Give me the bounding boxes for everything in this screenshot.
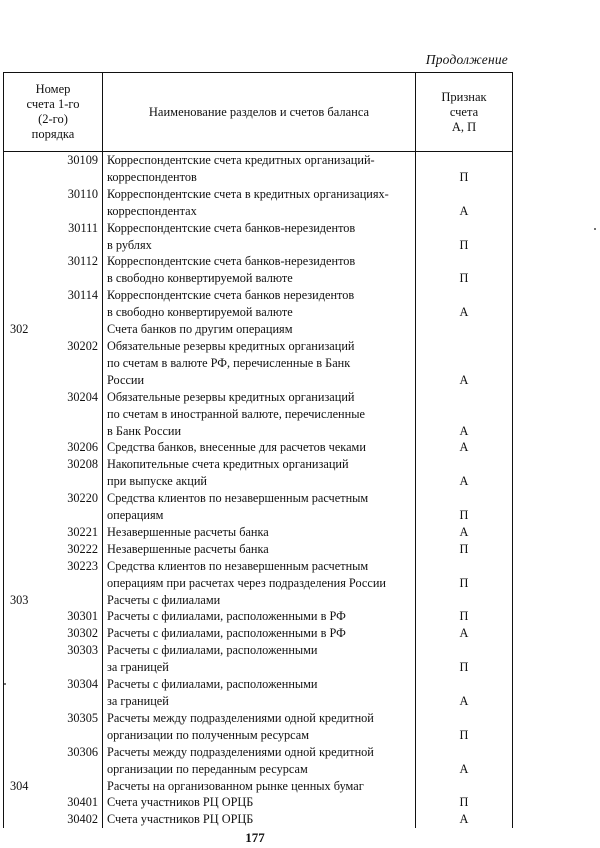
account-sign: П <box>415 608 512 625</box>
account-name: Незавершенные расчеты банка <box>102 524 415 541</box>
account-sign: А <box>415 389 512 440</box>
table-row <box>4 186 512 220</box>
table-row <box>4 744 512 778</box>
account-sign: П <box>415 642 512 676</box>
table-row <box>4 321 512 338</box>
account-number-first-order: 302 <box>10 322 29 337</box>
account-name: Корреспондентские счета банков нерезидентов в свободно конвертируемой валюте <box>102 287 415 321</box>
table-row <box>4 456 512 490</box>
table-row <box>4 338 512 389</box>
account-name: Накопительные счета кредитных организаций при выпуске акций <box>102 456 415 490</box>
account-sign: А <box>415 287 512 321</box>
account-number-second-order: 30222 <box>67 541 98 556</box>
table-row <box>4 811 512 828</box>
account-sign: А <box>415 811 512 828</box>
account-name: Средства клиентов по незавершенным расчетным операциям <box>102 490 415 524</box>
account-number-first-order: 304 <box>10 778 29 793</box>
account-name: Расчеты с филиалами, расположенными в РФ <box>102 625 415 642</box>
account-sign: А <box>415 744 512 778</box>
account-name: Незавершенные расчеты банка <box>102 541 415 558</box>
account-name: Средства клиентов по незавершенным расчетным операциям при расчетах через подразделения России <box>102 558 415 592</box>
account-sign: П <box>415 794 512 811</box>
account-number-second-order: 30223 <box>67 558 98 573</box>
account-number-second-order: 30110 <box>67 186 98 201</box>
account-number-second-order: 30208 <box>67 457 98 472</box>
account-sign: П <box>415 220 512 254</box>
account-sign: А <box>415 338 512 389</box>
account-number-second-order: 30114 <box>67 288 98 303</box>
account-number-second-order: 30303 <box>67 643 98 658</box>
scan-speck <box>4 683 6 685</box>
account-name: Расчеты с филиалами, расположенными за границей <box>102 676 415 710</box>
account-sign <box>415 778 512 795</box>
column-header-name <box>103 73 416 151</box>
table-row <box>4 710 512 744</box>
account-number-second-order: 30204 <box>67 389 98 404</box>
account-sign <box>415 592 512 609</box>
account-sign: А <box>415 524 512 541</box>
table-row <box>4 490 512 524</box>
page-number: 177 <box>245 830 265 845</box>
table-row <box>4 389 512 440</box>
account-name: Счета банков по другим операциям <box>102 321 415 338</box>
table-row <box>4 524 512 541</box>
account-name: Корреспондентские счета в кредитных организациях- корреспондентах <box>102 186 415 220</box>
account-name: Обязательные резервы кредитных организаций по счетам в иностранной валюте, перечисленные в Банк России <box>102 389 415 440</box>
account-sign: А <box>415 186 512 220</box>
table-row <box>4 592 512 609</box>
column-header-sign <box>416 73 512 151</box>
account-sign: А <box>415 625 512 642</box>
table-row <box>4 253 512 287</box>
table-row <box>4 642 512 676</box>
account-name: Счета участников РЦ ОРЦБ <box>102 794 415 811</box>
accounts-table <box>3 72 513 828</box>
account-number-second-order: 30306 <box>67 744 98 759</box>
table-header <box>4 73 512 152</box>
account-number-second-order: 30220 <box>67 491 98 506</box>
account-sign: П <box>415 490 512 524</box>
account-name: Расчеты с филиалами, расположенными за границей <box>102 642 415 676</box>
account-name: Расчеты между подразделениями одной кредитной организации по полученным ресурсам <box>102 710 415 744</box>
table-row <box>4 220 512 254</box>
column-header-name-text: Наименование разделов и счетов баланса <box>148 104 370 119</box>
account-sign: А <box>415 456 512 490</box>
account-number-second-order: 30304 <box>67 677 98 692</box>
account-sign: П <box>415 541 512 558</box>
account-number-second-order: 30302 <box>67 626 98 641</box>
account-number-second-order: 30305 <box>67 710 98 725</box>
table-row <box>4 439 512 456</box>
scan-speck <box>594 228 596 230</box>
account-name: Корреспондентские счета кредитных организаций- корреспондентов <box>102 152 415 186</box>
table-body <box>4 152 512 828</box>
account-number-second-order: 30402 <box>67 812 98 827</box>
column-header-sign-text: Признак счета А, П <box>441 89 487 134</box>
account-name: Средства банков, внесенные для расчетов чеками <box>102 439 415 456</box>
account-sign: П <box>415 152 512 186</box>
account-sign <box>415 321 512 338</box>
account-name: Расчеты с филиалами, расположенными в РФ <box>102 608 415 625</box>
account-number-second-order: 30221 <box>67 524 98 539</box>
account-sign: А <box>415 439 512 456</box>
account-name: Обязательные резервы кредитных организаций по счетам в валюте РФ, перечисленные в Банк России <box>102 338 415 389</box>
table-row <box>4 676 512 710</box>
account-name: Расчеты на организованном рынке ценных бумаг <box>102 778 415 795</box>
account-sign: П <box>415 253 512 287</box>
account-number-second-order: 30111 <box>68 220 98 235</box>
table-row <box>4 558 512 592</box>
table-row <box>4 541 512 558</box>
account-sign: А <box>415 676 512 710</box>
account-name: Счета участников РЦ ОРЦБ <box>102 811 415 828</box>
account-sign: П <box>415 710 512 744</box>
account-number-second-order: 30401 <box>67 795 98 810</box>
account-number-second-order: 30112 <box>67 254 98 269</box>
account-name: Корреспондентские счета банков-нерезидентов в свободно конвертируемой валюте <box>102 253 415 287</box>
account-name: Расчеты с филиалами <box>102 592 415 609</box>
table-row <box>4 287 512 321</box>
table-row <box>4 608 512 625</box>
account-number-second-order: 30109 <box>67 153 98 167</box>
table-row <box>4 778 512 795</box>
column-header-number-text: Номер счета 1-го (2-го) порядка <box>26 82 80 141</box>
account-number-first-order: 303 <box>10 592 29 607</box>
table-row <box>4 152 512 186</box>
table-row <box>4 794 512 811</box>
account-name: Расчеты между подразделениями одной кредитной организации по переданным ресурсам <box>102 744 415 778</box>
account-sign: П <box>415 558 512 592</box>
continuation-label: Продолжение <box>425 52 508 67</box>
account-number-second-order: 30202 <box>67 338 98 353</box>
column-header-number <box>4 73 103 151</box>
account-number-second-order: 30206 <box>67 440 98 455</box>
account-name: Корреспондентские счета банков-нерезидентов в рублях <box>102 220 415 254</box>
table-row <box>4 625 512 642</box>
account-number-second-order: 30301 <box>67 609 98 624</box>
